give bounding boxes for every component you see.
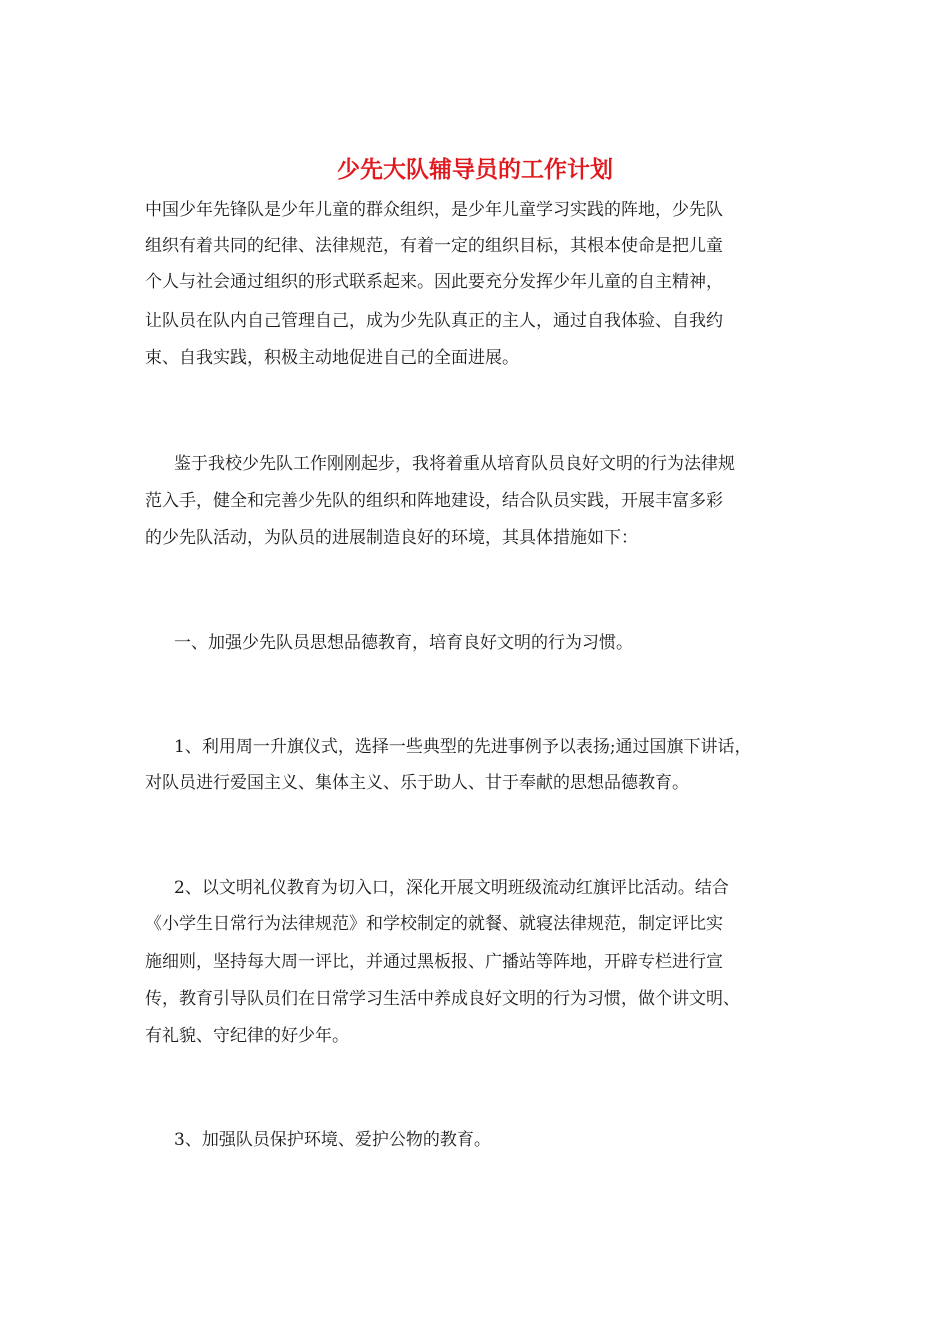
document-title: 少先大队辅导员的工作计划: [337, 156, 613, 183]
paragraph-1-line-4: 让队员在队内自己管理自己，成为少先队真正的主人，通过自我体验、自我约: [145, 311, 723, 331]
item-2-line-4: 传，教育引导队员们在日常学习生活中养成良好文明的行为习惯，做个讲文明、: [145, 989, 740, 1009]
item-2-line-3: 施细则，坚持每大周一评比，并通过黑板报、广播站等阵地，开辟专栏进行宣: [145, 952, 723, 972]
item-2-line-2: 《小学生日常行为法律规范》和学校制定的就餐、就寝法律规范，制定评比实: [145, 914, 723, 934]
paragraph-2-line-2: 范入手，健全和完善少先队的组织和阵地建设，结合队员实践，开展丰富多彩: [145, 491, 723, 511]
paragraph-1-line-3: 个人与社会通过组织的形式联系起来。因此要充分发挥少年儿童的自主精神，: [145, 272, 723, 292]
item-1-line-2: 对队员进行爱国主义、集体主义、乐于助人、甘于奉献的思想品德教育。: [145, 773, 689, 793]
item-2-line-1: 2、以文明礼仪教育为切入口，深化开展文明班级流动红旗评比活动。结合: [174, 878, 729, 898]
section-heading-1: 一、加强少先队员思想品德教育，培育良好文明的行为习惯。: [174, 633, 633, 653]
paragraph-2-line-3: 的少先队活动，为队员的进展制造良好的环境，其具体措施如下：: [145, 528, 638, 548]
item-2-line-5: 有礼貌、守纪律的好少年。: [145, 1026, 349, 1046]
paragraph-2-line-1: 鉴于我校少先队工作刚刚起步，我将着重从培育队员良好文明的行为法律规: [174, 454, 735, 474]
paragraph-1-line-1: 中国少年先锋队是少年儿童的群众组织，是少年儿童学习实践的阵地，少先队: [145, 200, 723, 220]
paragraph-1-line-5: 束、自我实践，积极主动地促进自己的全面进展。: [145, 348, 519, 368]
item-1-line-1: 1、利用周一升旗仪式，选择一些典型的先进事例予以表扬;通过国旗下讲话，: [174, 737, 752, 757]
paragraph-1-line-2: 组织有着共同的纪律、法律规范，有着一定的组织目标，其根本使命是把儿童: [145, 236, 723, 256]
item-3-line-1: 3、加强队员保护环境、爱护公物的教育。: [174, 1130, 491, 1150]
